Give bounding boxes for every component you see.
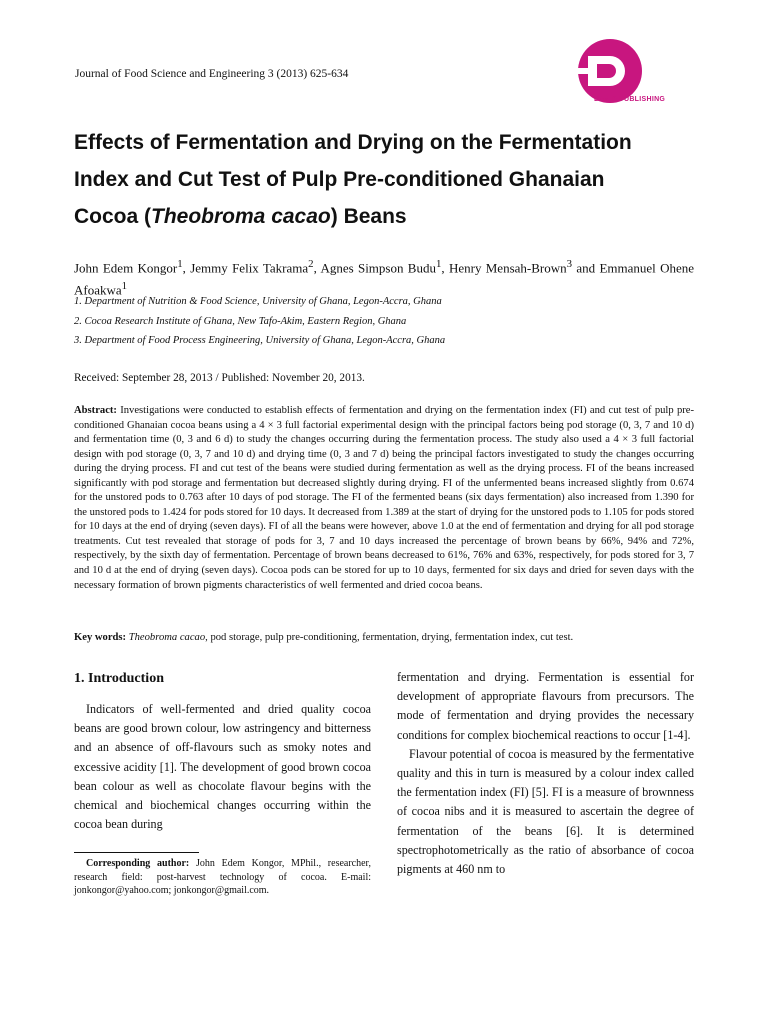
title-line: Effects of Fermentation and Drying on the Fermentation xyxy=(74,131,632,154)
right-column xyxy=(397,668,694,879)
affiliation: 2. Cocoa Research Institute of Ghana, New Tafo-Akim, Eastern Region, Ghana xyxy=(74,315,407,327)
author: and Emmanuel Ohene Afoakwa xyxy=(74,260,695,298)
keywords-label: Key words: xyxy=(74,632,127,643)
paragraph: Flavour potential of cocoa is measured by the fermentative quality and this in turn is measured by a colour index called the fermentation index (FI) [5]. FI is a measure of brownness of cocoa nibs and it is measured to ascertain the degree of fermentation of the beans [6]. It is determined spectrophotometrically as the ratio of absorbance of cocoa pigments at 460 nm to xyxy=(397,746,694,877)
affiliation: 3. Department of Food Process Engineering, University of Ghana, Legon-Accra, Ghana xyxy=(74,335,446,346)
publisher-logo-text: DAVID PUBLISHING xyxy=(594,96,666,103)
footnote-label: Corresponding author: xyxy=(86,858,190,869)
author: , Henry Mensah-Brown xyxy=(441,260,567,276)
journal-citation: Journal of Food Science and Engineering 3 (2013) 625-634 xyxy=(75,68,349,80)
author-list: John Edem Kongor$^1$, Jemmy Felix Takrama$^2$, Agnes Simpson Budu$^1$, Henry Mensah-Brown$^3$ and Emmanuel Ohene Afoakwa$^1$ xyxy=(74,258,695,298)
title-line: Index and Cut Test of Pulp Pre-conditioned Ghanaian xyxy=(74,168,605,191)
author: , Jemmy Felix Takrama xyxy=(182,260,309,276)
footnote: Corresponding author: John Edem Kongor, MPhil., researcher, research field: post-harvest technology of cocoa. E-mail: jonkongor@yahoo.com; jonkongor@gmail.com. xyxy=(74,858,371,897)
title-line: Cocoa (Theobroma cacao) Beans xyxy=(74,205,407,228)
author: John Edem Kongor xyxy=(74,260,178,276)
keywords: Key words: Theobroma cacao, pod storage, pulp pre-conditioning, fermentation, drying, fermentation index, cut test. xyxy=(74,632,574,643)
publisher-logo xyxy=(570,38,700,108)
paragraph: Indicators of well-fermented and dried quality cocoa beans are good brown colour, low astringency and bitterness and an absence of off-flavours such as smoky notes and excessive acidity [1]. The development of good brown cocoa bean colour as well as chocolate flavour begins with the chemical and biochemical changes occurring within the cocoa bean during xyxy=(74,702,371,832)
paragraph: fermentation and drying. Fermentation is essential for development of appropriate flavours from precursors. The mode of fermentation and drying provides the necessary conditions for complex biochemical reactions to occur [1-4]. xyxy=(397,670,694,742)
paper-title xyxy=(74,124,704,235)
abstract-text: Investigations were conducted to establish effects of fermentation and drying on the fermentation index (FI) and cut test of pulp pre-conditioned Ghanaian cocoa beans using a 4 × 3 full factorial experimental design with the principal factors being pod storage (0, 3, 7 and 10 d) and fermentation time (0, 3 and 6 d) to study the changes occurring during the fermentation process. The study also used a 4 × 3 full factorial design with pod storage (0, 3, 7 and 10 d) and drying time (0, 3 and 7 d) being the principal factors investigated to study the changes occurring during the drying process. FI and cut test of the beans were studied during fermentation as well as the drying process. FI of the beans increased significantly with pod storage and fermentation but decreased slightly during drying. FI of the unfermented beans increased slightly from 0.674 for the unstored pods to 0.763 after 10 days of pod storage. The FI of the fermented beans (six days fermentation) also increased from 1.390 for the unstored pods to 1.424 for pods stored for 10 days. It decreased from 1.389 at the start of drying for the unstored pods to 1.105 for pods stored for 10 days at the end of drying (seven days). FI of all the beans were however, above 1.0 at the end of fermentation and drying for all pod storage treatments. Cut test revealed that storage of pods for 3, 7 and 10 days increased the percentage of brown beans by 66%, 94% and 72%, respectively, by the sixth day of fermentation. Percentage of brown beans decreased to 61%, 76% and 63%, respectively, for pods stored for 3, 7 and 10 d at the end of drying (seven days). Cocoa pods can be stored for up to 10 days, fermented for six days and dried for seven days with the necessary formation of brown pigments characteristics of well fermented and dried cocoa beans. xyxy=(74,405,694,591)
abstract-label: Abstract: xyxy=(74,405,117,416)
received-date: Received: September 28, 2013 / Published: November 20, 2013. xyxy=(74,372,365,384)
author: , Agnes Simpson Budu xyxy=(313,260,436,276)
abstract xyxy=(74,404,694,593)
affiliations xyxy=(74,292,694,351)
section-heading: 1. Introduction xyxy=(74,671,164,686)
footnote-divider xyxy=(74,852,199,853)
left-column xyxy=(74,668,371,834)
affiliation: 1. Department of Nutrition & Food Science, University of Ghana, Legon-Accra, Ghana xyxy=(74,296,442,307)
